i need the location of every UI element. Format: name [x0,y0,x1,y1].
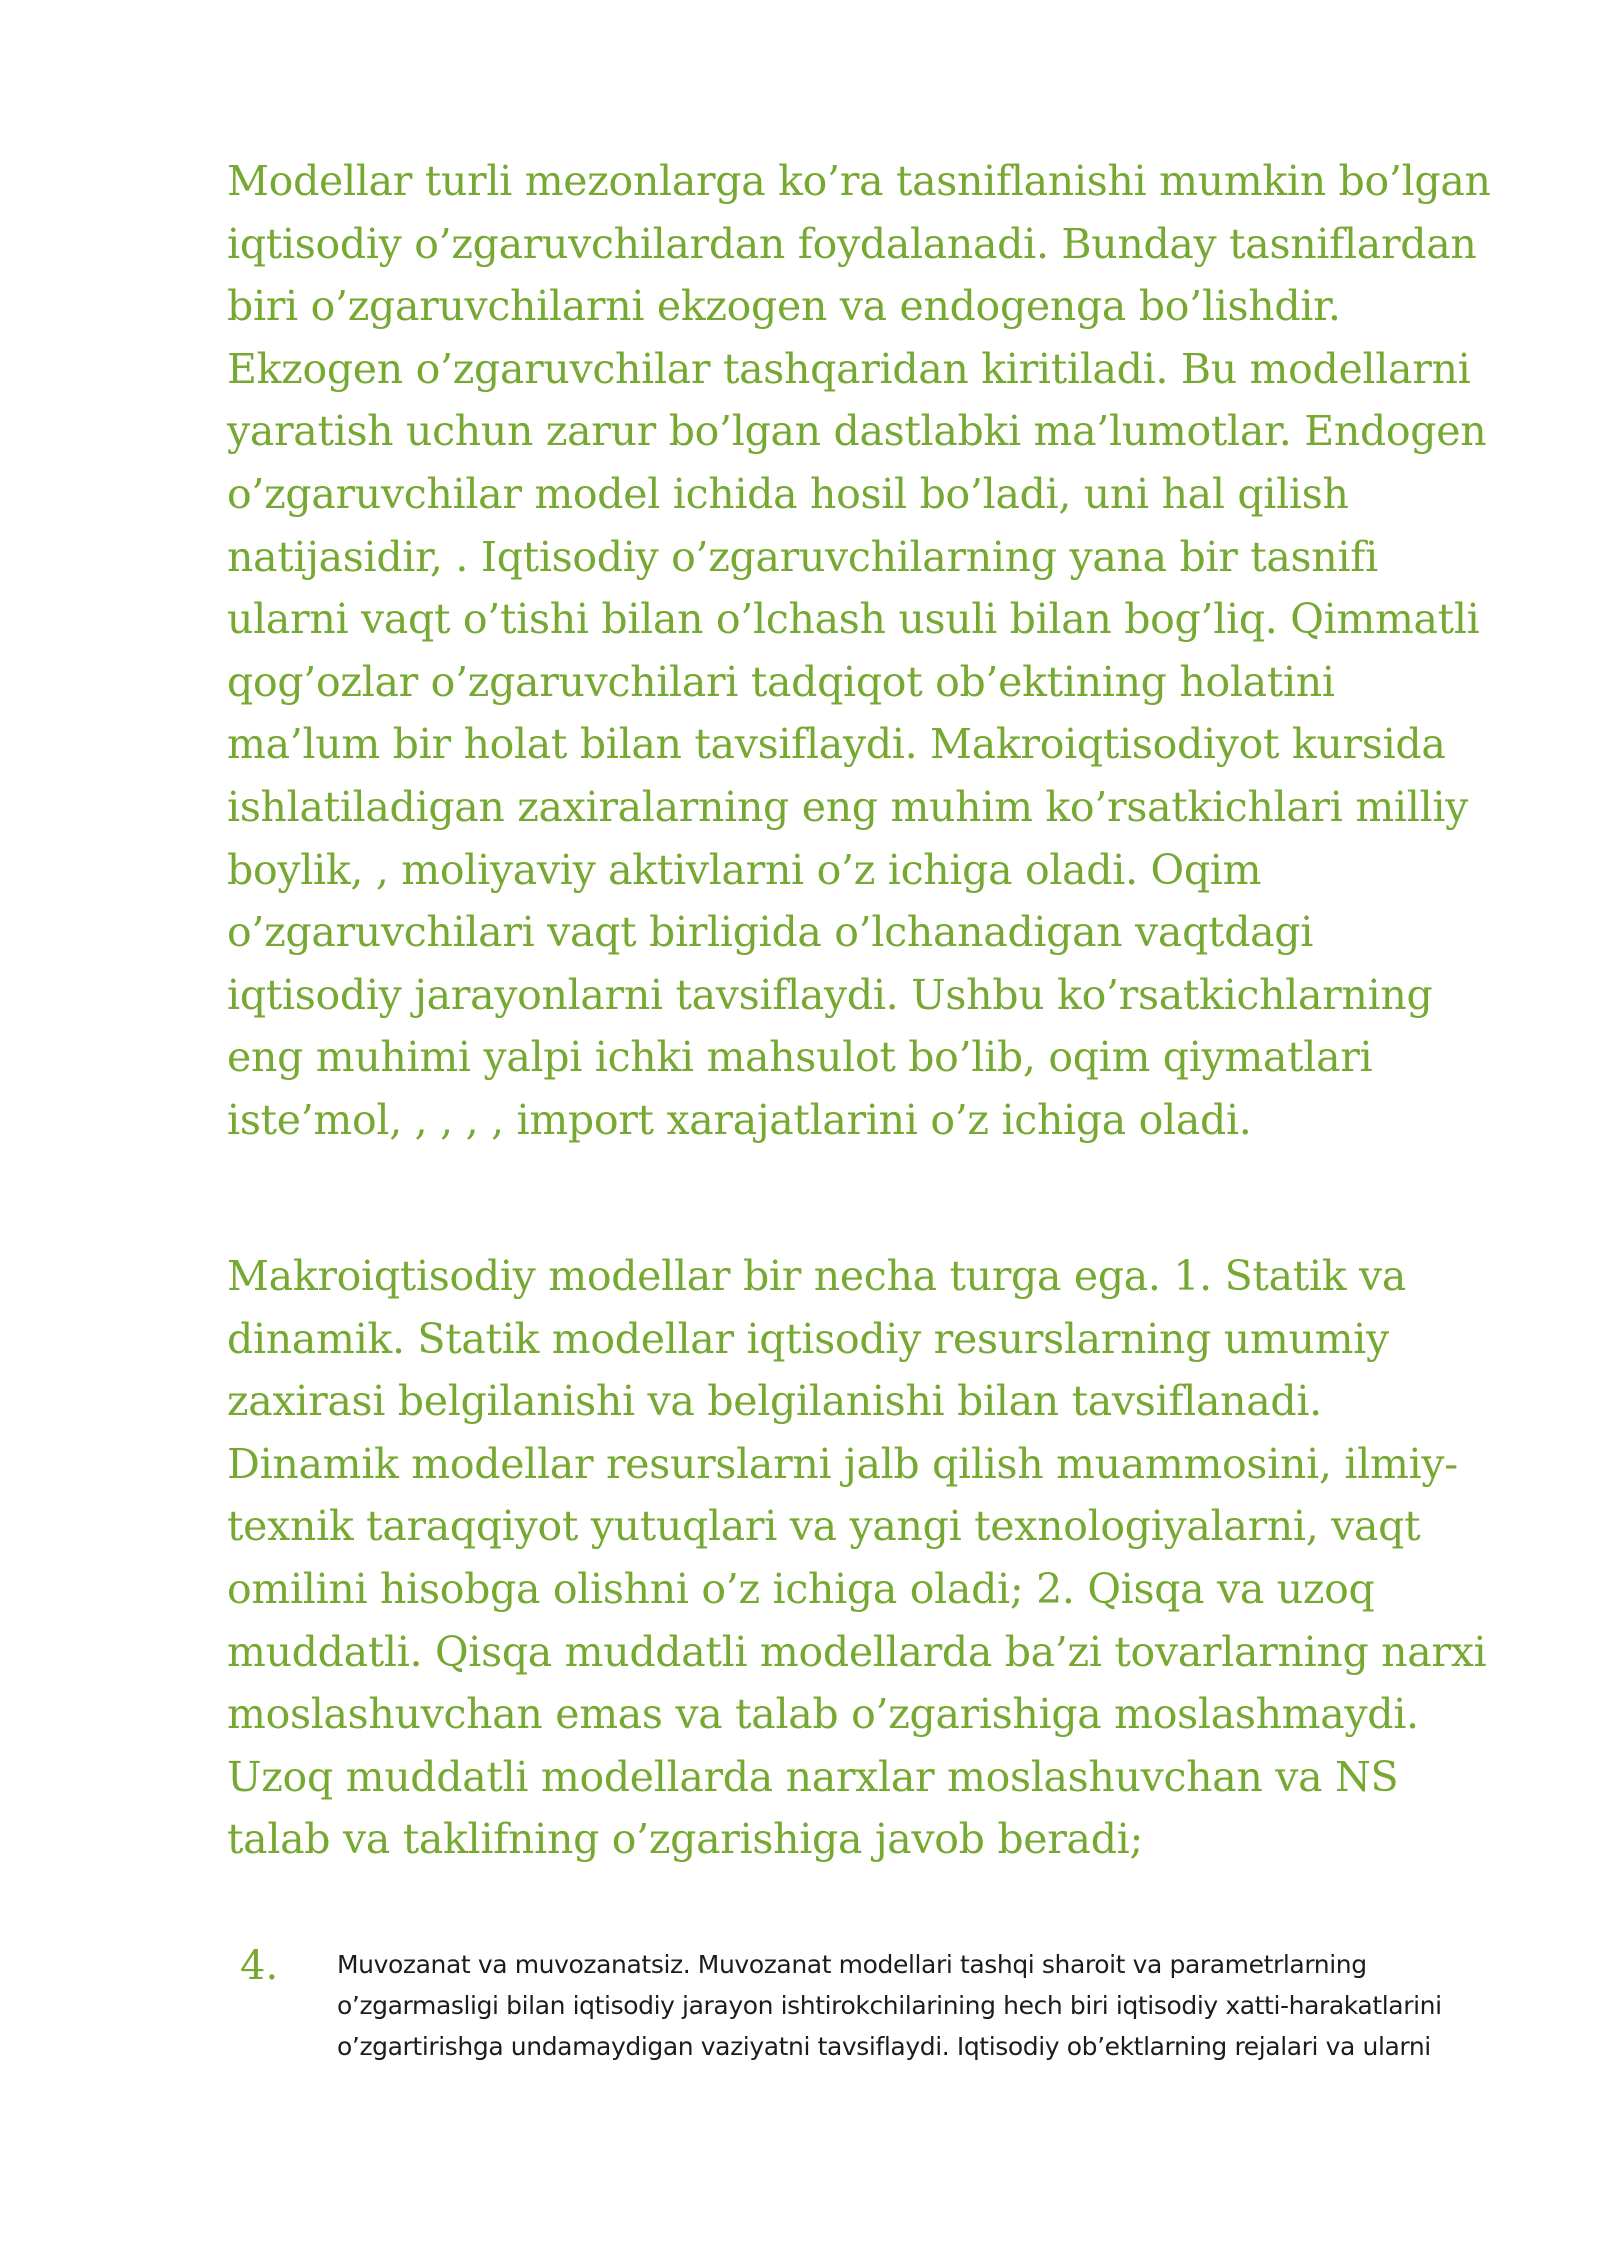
numbered-list-item [240,1940,1460,2090]
paragraph-economic-variables: Modellar turli mezonlarga ko’ra tasniflanishi mumkin bo’lgan iqtisodiy o’zgaruvchilardan foydalanadi. Bunday tasniflardan biri o’zgaruvchilarni ekzogen va endogenga bo’lishdir. Ekzogen o’zgaruvchilar tashqaridan kiritiladi. Bu modellarni yaratish uchun zarur bo’lgan dastlabki ma’lumotlar. Endogen o’zgaruvchilar model ichida hosil bo’ladi, uni hal qilish natijasidir, . Iqtisodiy o’zgaruvchilarning yana bir tasnifi ularni vaqt o’tishi bilan o’lchash usuli bilan bog’liq. Qimmatli qog’ozlar o’zgaruvchilari tadqiqot ob’ektining holatini ma’lum bir holat bilan tavsiflaydi. Makroiqtisodiyot kursida ishlatiladigan zaxiralarning eng muhim ko’rsatkichlari milliy boylik, , moliyaviy aktivlarni o’z ichiga oladi. Oqim o’zgaruvchilari vaqt birligida o’lchanadigan vaqtdagi iqtisodiy jarayonlarni tavsiflaydi. Ushbu ko’rsatkichlarning eng muhimi yalpi ichki mahsulot bo’lib, oqim qiymatlari iste’mol, , , , , import xarajatlarini o’z ichiga oladi. [227,157,1491,1144]
paragraph-model-types: Makroiqtisodiy modellar bir necha turga ega. 1. Statik va dinamik. Statik modellar iqtisodiy resurslarning umumiy zaxirasi belgilanishi va belgilanishi bilan tavsiflanadi. Dinamik modellar resurslarni jalb qilish muammosini, ilmiy-texnik taraqqiyot yutuqlari va yangi texnologiyalarni, vaqt omilini hisobga olishni o’z ichiga oladi; 2. Qisqa va uzoq muddatli. Qisqa muddatli modellarda ba’zi tovarlarning narxi moslashuvchan emas va talab o’zgarishiga moslashmaydi. Uzoq muddatli modellarda narxlar moslashuvchan va NS talab va taklifning o’zgarishiga javob beradi; [227,1252,1487,1864]
list-item-text: Muvozanat va muvozanatsiz. Muvozanat modellari tashqi sharoit va parametrlarning o’zgarmasligi bilan iqtisodiy jarayon ishtirokchilarining hech biri iqtisodiy xatti-harakatlarini o’zgartirishga undamaydigan vaziyatni tavsiflaydi. Iqtisodiy ob’ektlarning rejalari va ularni [337,1950,1442,2061]
list-number: 4. [240,1943,279,1989]
